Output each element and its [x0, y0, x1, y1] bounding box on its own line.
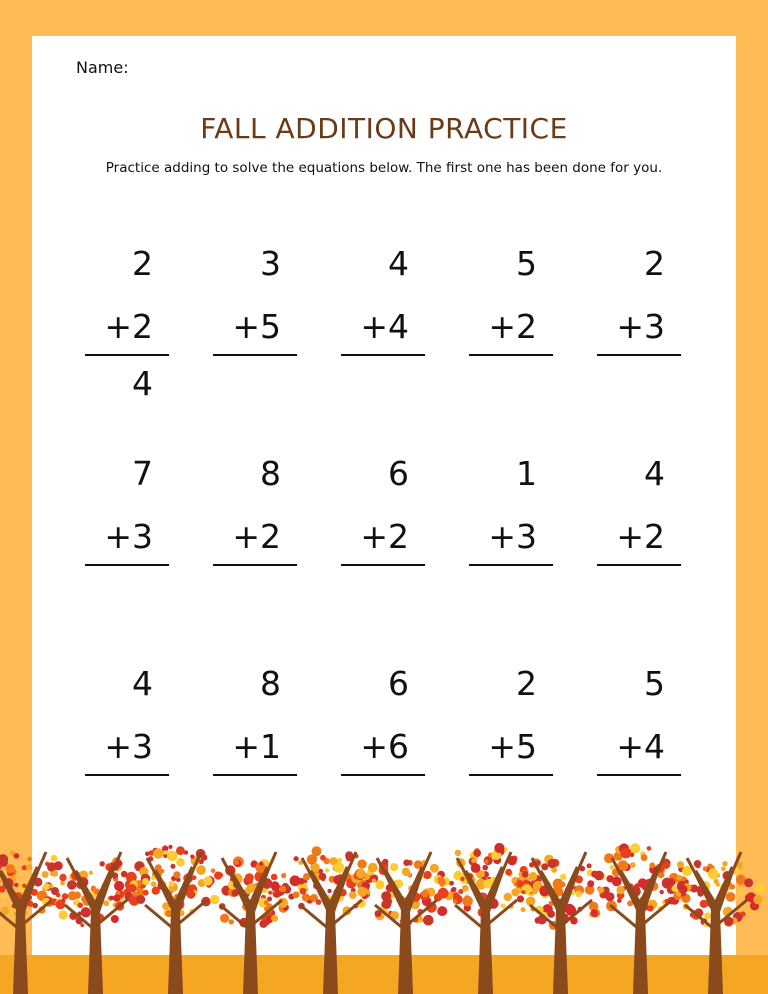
addend-top: 2 — [516, 664, 537, 703]
addition-problem — [213, 244, 297, 414]
addend-top: 4 — [388, 244, 409, 283]
addend-bottom: +2 — [360, 517, 409, 556]
addend-top: 8 — [260, 454, 281, 493]
addend-bottom: +3 — [104, 727, 153, 766]
addend-bottom: +1 — [232, 727, 281, 766]
addend-top: 4 — [132, 664, 153, 703]
addend-top: 2 — [644, 244, 665, 283]
sum-line — [85, 774, 169, 776]
addition-problem — [341, 664, 425, 834]
addend-bottom: +2 — [104, 307, 153, 346]
addition-problem — [213, 454, 297, 624]
addend-bottom: +4 — [360, 307, 409, 346]
addend-bottom: +2 — [232, 517, 281, 556]
worksheet-title: FALL ADDITION PRACTICE — [200, 112, 568, 145]
sum-line — [469, 354, 553, 356]
addend-bottom: +3 — [488, 517, 537, 556]
addition-problem — [469, 664, 553, 834]
addition-problem — [85, 664, 169, 834]
addend-bottom: +5 — [488, 727, 537, 766]
addend-top: 6 — [388, 454, 409, 493]
addend-bottom: +6 — [360, 727, 409, 766]
addend-top: 8 — [260, 664, 281, 703]
addend-bottom: +3 — [104, 517, 153, 556]
addition-problem — [597, 454, 681, 624]
addition-problem — [85, 454, 169, 624]
sum-line — [597, 354, 681, 356]
sum-line — [213, 774, 297, 776]
sum-line — [469, 774, 553, 776]
addend-top: 2 — [132, 244, 153, 283]
sum-line — [597, 774, 681, 776]
addend-bottom: +5 — [232, 307, 281, 346]
addition-problem — [469, 244, 553, 414]
addend-bottom: +3 — [616, 307, 665, 346]
sum-line — [341, 774, 425, 776]
answer-field[interactable]: 4 — [132, 364, 153, 403]
addend-top: 3 — [260, 244, 281, 283]
sum-line — [213, 564, 297, 566]
addend-bottom: +4 — [616, 727, 665, 766]
addend-top: 5 — [644, 664, 665, 703]
instructions-text: Practice adding to solve the equations below. The first one has been done for you. — [105, 160, 663, 176]
sum-line — [213, 354, 297, 356]
addend-bottom: +2 — [488, 307, 537, 346]
worksheet-page — [32, 36, 736, 994]
addition-problem — [597, 244, 681, 414]
name-label: Name: — [76, 58, 129, 77]
addition-problem — [597, 664, 681, 834]
addend-top: 5 — [516, 244, 537, 283]
addend-top: 4 — [644, 454, 665, 493]
sum-line — [597, 564, 681, 566]
addition-problem — [213, 664, 297, 834]
sum-line — [341, 564, 425, 566]
sum-line — [85, 564, 169, 566]
addend-top: 6 — [388, 664, 409, 703]
addend-top: 1 — [516, 454, 537, 493]
sum-line — [85, 354, 169, 356]
addition-problem — [341, 454, 425, 624]
addend-bottom: +2 — [616, 517, 665, 556]
addition-problem — [469, 454, 553, 624]
sum-line — [341, 354, 425, 356]
addition-problem — [85, 244, 169, 414]
sum-line — [469, 564, 553, 566]
addend-top: 7 — [132, 454, 153, 493]
addition-problem — [341, 244, 425, 414]
